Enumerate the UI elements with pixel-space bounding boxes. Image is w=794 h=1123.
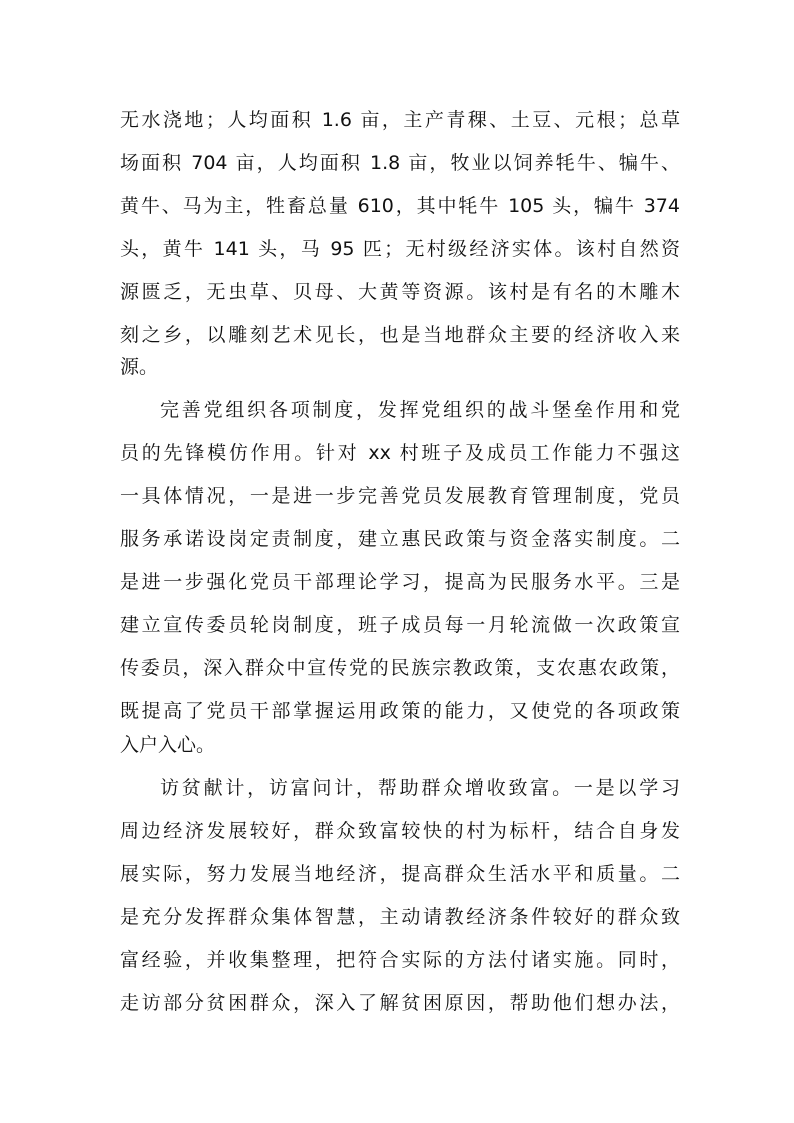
paragraph-2-line-6: 建立宣传委员轮岗制度，班子成员每一月轮流做一次政策宣 [120,614,680,636]
paragraph-1-line-6: 刻之乡，以雕刻艺术见长，也是当地群众主要的经济收入来 [120,324,680,346]
paragraph-2-line-3: 一具体情况，一是进一步完善党员发展教育管理制度，党员 [120,485,680,507]
paragraph-2-line-2: 员的先锋模仿作用。针对 xx 村班子及成员工作能力不强这 [120,442,680,464]
paragraph-1-line-1: 无水浇地；人均面积 1.6 亩，主产青稞、土豆、元根；总草 [120,109,680,131]
paragraph-3-line-5: 富经验，并收集整理，把符合实际的方法付诸实施。同时， [120,949,680,971]
paragraph-2-line-7: 传委员，深入群众中宣传党的民族宗教政策，支农惠农政策， [120,657,680,679]
paragraph-3-line-4: 是充分发挥群众集体智慧，主动请教经济条件较好的群众致 [120,906,680,928]
paragraph-2-line-1: 完善党组织各项制度，发挥党组织的战斗堡垒作用和党 [160,399,680,421]
paragraph-3-line-3: 展实际，努力发展当地经济，提高群众生活水平和质量。二 [120,863,680,885]
paragraph-3-line-6: 走访部分贫困群众，深入了解贫困原因，帮助他们想办法， [120,992,680,1014]
paragraph-1-line-7: 源。 [120,356,159,378]
paragraph-1-line-2: 场面积 704 亩，人均面积 1.8 亩，牧业以饲养牦牛、犏牛、 [120,152,680,174]
paragraph-1-line-5: 源匮乏，无虫草、贝母、大黄等资源。该村是有名的木雕木 [120,281,680,303]
paragraph-3-line-2: 周边经济发展较好，群众致富较快的村为标杆，结合自身发 [120,820,680,842]
paragraph-1-line-3: 黄牛、马为主，牲畜总量 610，其中牦牛 105 头，犏牛 374 [120,195,680,217]
paragraph-2-line-4: 服务承诺设岗定责制度，建立惠民政策与资金落实制度。二 [120,528,680,550]
paragraph-2-line-5: 是进一步强化党员干部理论学习，提高为民服务水平。三是 [120,571,680,593]
paragraph-3-line-1: 访贫献计，访富问计，帮助群众增收致富。一是以学习 [160,777,680,799]
paragraph-2-line-9: 入户入心。 [120,734,216,756]
paragraph-1-line-4: 头，黄牛 141 头，马 95 匹；无村级经济实体。该村自然资 [120,238,680,260]
paragraph-2-line-8: 既提高了党员干部掌握运用政策的能力，又使党的各项政策 [120,700,680,722]
